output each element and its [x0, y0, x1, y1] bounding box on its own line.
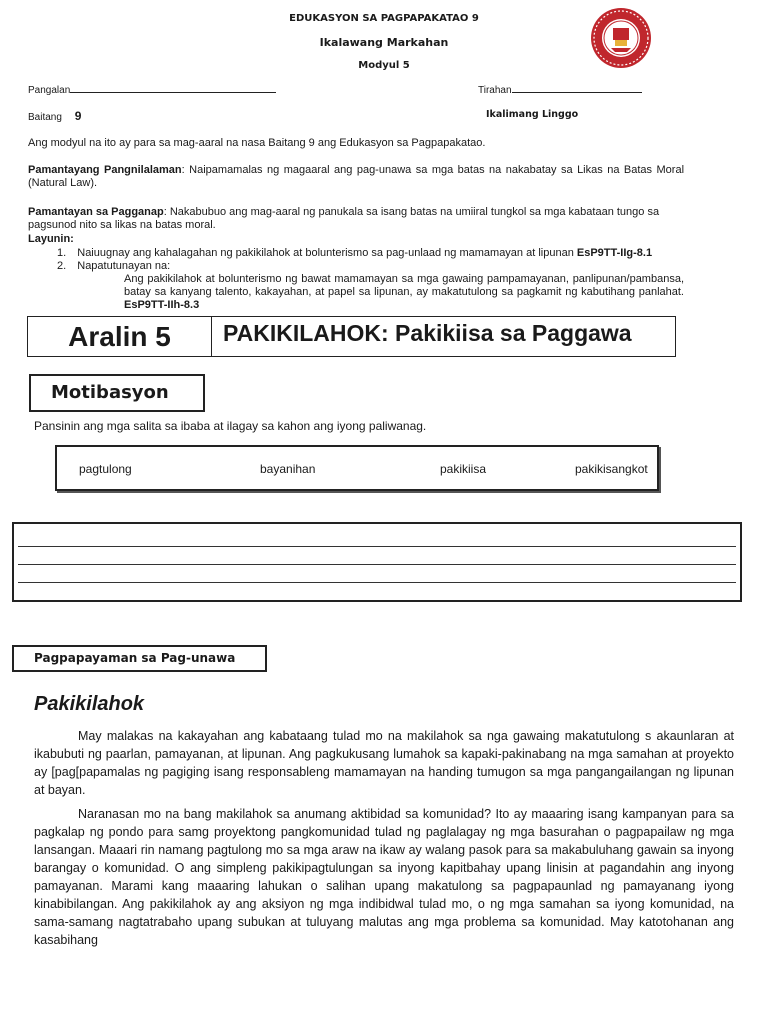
word-item: pagtulong	[79, 462, 132, 476]
objectives-label: Layunin:	[28, 233, 74, 245]
module-title: Modyul 5	[358, 60, 410, 71]
subject-title: EDUKASYON SA PAGPAPAKATAO 9	[289, 13, 479, 24]
objective-item-2: 2. Napatutunayan na:	[57, 260, 171, 272]
reading-paragraph-2: Naranasan mo na bang makilahok sa anumang aktibidad sa komunidad? Ito ay maaaring isang kampanyan para sa pagkalap ng pondo para samg proyektong pangkomunidad tulad ng paglalagay ng mga basurahan o pagpapailaw ng mga lansangan. Maaari rin namang pagtulong mo sa mga araw na ikaw ay walang pasok para sa makabuluhang gawain sa inyong barangay o komunidad. O ang simpleng pakikipagtulungan sa inyong kapitbahay upang linisin at pagandahin ang inyong pamayanan. Marami kang maaaring lahukan o salihan upang makatulong sa pagpapaunlad ng pamayanang iyong kinabibilangan. Ang pakikilahok ay ang aksiyon ng mga indibidwal tulad mo, o ng mga samahan sa iyong komunidad, na sama-samang nagtatrabaho upang subukan at tuluyang malutas ang mga problema sa komunidad. May katotohanan ang kasabihang	[34, 807, 734, 947]
word-item: bayanihan	[260, 462, 316, 476]
motibasyon-title: Motibasyon	[29, 374, 205, 412]
address-field: Tirahan	[478, 81, 642, 96]
lesson-title: PAKIKILAHOK: Pakikiisa sa Paggawa	[223, 320, 632, 346]
intro-text: Ang modyul na ito ay para sa mag-aaral na nasa Baitang 9 ang Edukasyon sa Pagpapakatao.	[28, 137, 486, 149]
school-seal-logo	[575, 6, 667, 70]
reading-paragraph-1: May malakas na kakayahan ang kabataang tulad mo na makilahok sa nga gawaing makatutulong s akaunlaran at ikabubuti ng paarlan, pamayanan, at lipunan. Ang pagkukusang lumahok sa kapaki-pakinabang na mga samahan at proyekto ay [pag[papamalas ng pagiging isang responsableng mamamayan na handing tumugon sa mga pangangailangan ng lipunan at bayan.	[34, 729, 734, 797]
answer-line	[18, 546, 736, 547]
lesson-number: Aralin 5	[28, 317, 212, 356]
week-label: Ikalimang Linggo	[486, 109, 579, 120]
answer-line	[18, 582, 736, 583]
objective-item-1: 1. Naiuugnay ang kahalagahan ng pakikilahok at bolunterismo sa pag-unlaad ng mamamayan at lipunan EsP9TT-IIg-8.1	[57, 247, 653, 259]
lesson-header	[27, 316, 676, 357]
name-field: Pangalan	[28, 81, 276, 96]
grade-value: 9	[74, 109, 82, 123]
reading-heading: Pakikilahok	[34, 693, 145, 715]
motibasyon-instruction: Pansinin ang mga salita sa ibaba at ilagay sa kahon ang iyong paliwanag.	[34, 419, 427, 433]
answer-box[interactable]	[12, 522, 742, 602]
content-standard: Pamantayang Pangnilalaman: Naipamamalas ng magaaral ang pag-unawa sa mga batas na nakabatay sa Likas na Batas Moral (Natural Law).	[28, 164, 685, 189]
word-item: pakikisangkot	[575, 462, 648, 476]
pagpapayaman-title: Pagpapayaman sa Pag-unawa	[12, 645, 267, 672]
performance-standard: Pamantayan sa Pagganap: Nakabubuo ang mag-aaral ng panukala sa isang batas na umiiral tungkol sa mga kabataan tungo sa pagsunod nito sa likas na batas moral.	[28, 206, 660, 231]
word-item: pakikiisa	[440, 462, 487, 476]
answer-line	[18, 564, 736, 565]
grade-field: Baitang 9	[28, 109, 82, 123]
quarter-title: Ikalawang Markahan	[319, 36, 449, 49]
objective-sub-text: Ang pakikilahok at bolunterismo ng bawat mamamayan sa mga gawaing pampamayanan, panlipunan/pambansa, batay sa kanyang talento, kakayahan, at papel sa lipunan, ay makatutulong sa pagkamit ng kabutihang panlahat. EsP9TT-IIh-8.3	[124, 273, 684, 311]
word-box	[55, 445, 659, 491]
